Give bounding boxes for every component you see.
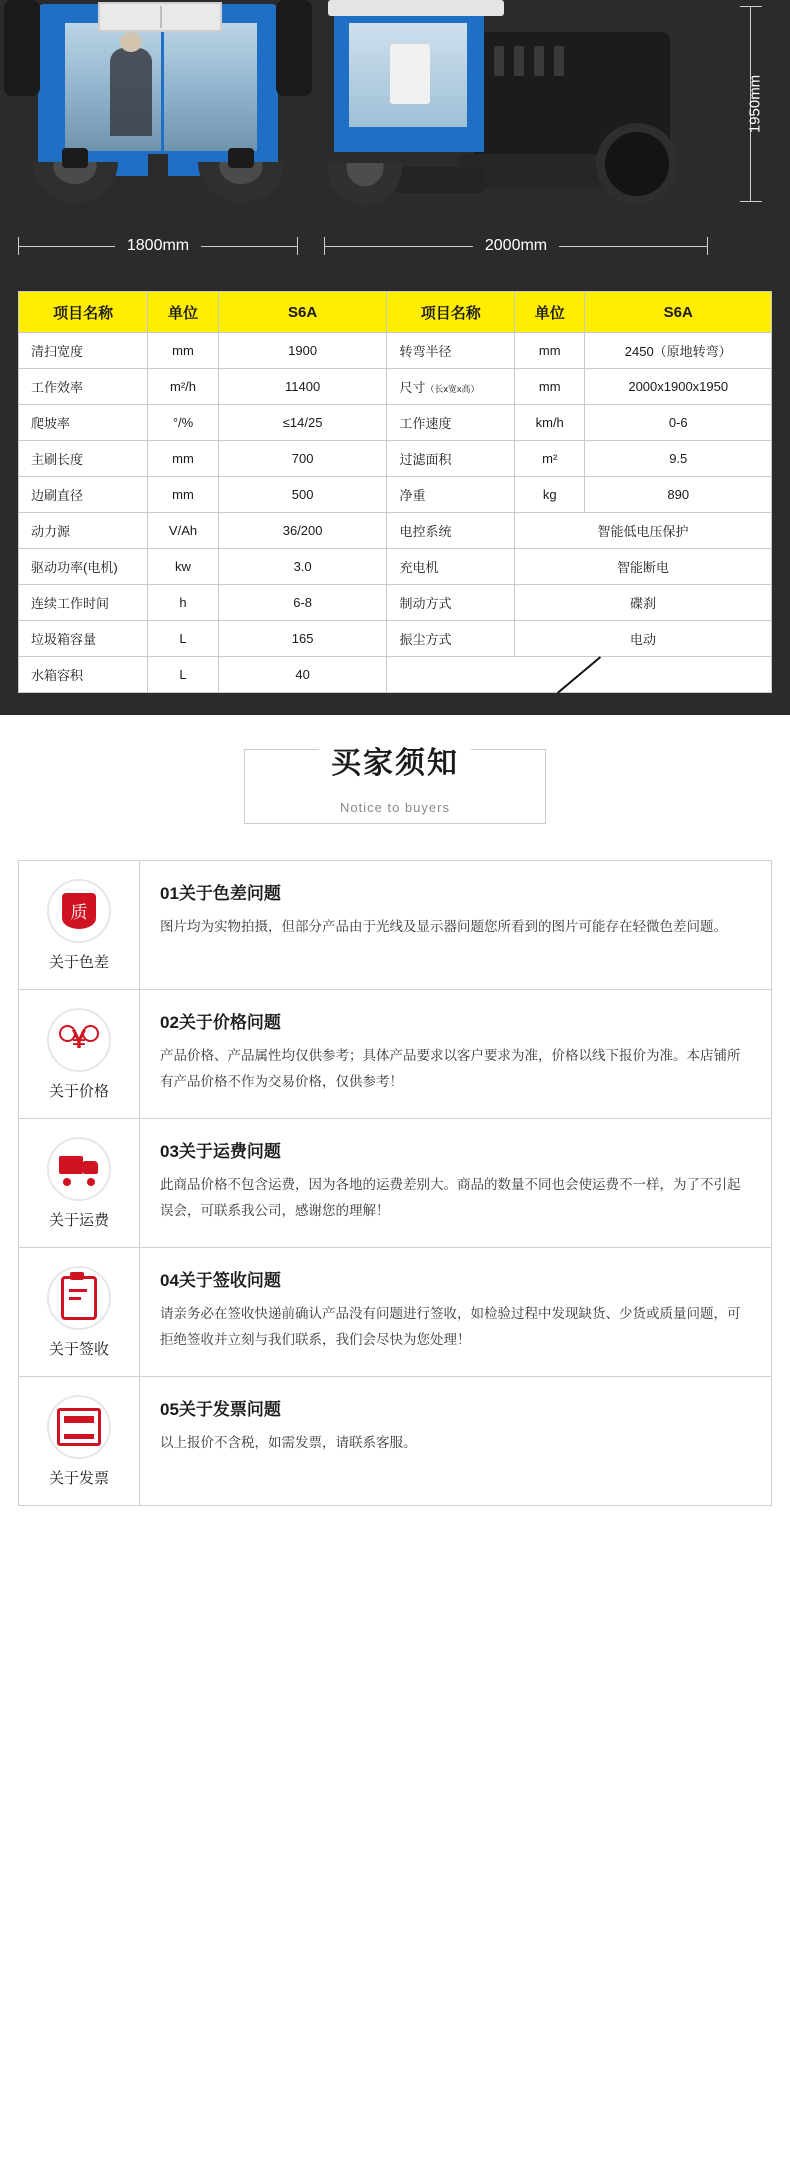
machine-side-illustration — [334, 4, 686, 209]
notice-body — [140, 861, 771, 989]
spec-cell: 制动方式 — [387, 585, 514, 621]
front-width-dimension — [8, 229, 308, 263]
notice-icon-cell — [19, 990, 140, 1118]
spec-cell: 165 — [218, 621, 387, 657]
spec-cell: mm — [514, 333, 585, 369]
spec-cell: 3.0 — [218, 549, 387, 585]
spec-header-unit-right: 单位 — [514, 292, 585, 333]
spec-cell: mm — [148, 441, 219, 477]
spec-cell: 2000x1900x1950 — [585, 369, 772, 405]
height-dimension-label: 1950mm — [746, 74, 764, 134]
notice-icon-cell — [19, 1248, 140, 1376]
spec-cell: mm — [514, 369, 585, 405]
notice-icon-label: 关于签收 — [48, 1340, 109, 1358]
notice-item-title: 01关于色差问题 — [160, 884, 281, 903]
spec-cell: V/Ah — [148, 513, 219, 549]
money-bag-icon — [47, 1008, 111, 1072]
table-row — [19, 441, 772, 477]
notice-body — [140, 1248, 771, 1376]
notice-icon-label: 关于价格 — [48, 1082, 109, 1100]
notice-item-text: 此商品价格不包含运费，因为各地的运费差别大。商品的数量不同也会使运费不一样，为了不引起误会，可联系我公司，感谢您的理解！ — [160, 1177, 741, 1218]
spec-cell: 振尘方式 — [387, 621, 514, 657]
clipboard-icon — [47, 1266, 111, 1330]
side-length-label: 2000mm — [473, 237, 559, 255]
spec-cell: km/h — [514, 405, 585, 441]
photo-row — [0, 0, 790, 229]
spec-cell: 碟刹 — [514, 585, 771, 621]
spec-cell: 700 — [218, 441, 387, 477]
table-row — [19, 333, 772, 369]
clipboard-glyph — [61, 1276, 97, 1320]
spec-cell: 2450（原地转弯） — [585, 333, 772, 369]
spec-cell: 净重 — [387, 477, 514, 513]
spec-cell: 主刷长度 — [19, 441, 148, 477]
notice-item-text: 产品价格、产品属性均仅供参考；具体产品要求以客户要求为准，价格以线下报价为准。本店铺所有产品价格不作为交易价格，仅供参考！ — [160, 1048, 741, 1089]
spec-cell: 智能低电压保护 — [514, 513, 771, 549]
table-row — [19, 621, 772, 657]
quality-badge-glyph: 质 — [62, 893, 96, 929]
spec-cell: 边刷直径 — [19, 477, 148, 513]
notice-item-title: 03关于运费问题 — [160, 1142, 281, 1161]
table-row — [19, 405, 772, 441]
truck-icon — [47, 1137, 111, 1201]
table-row — [19, 549, 772, 585]
spec-cell: 爬坡率 — [19, 405, 148, 441]
spec-header-value-left: S6A — [218, 292, 387, 333]
side-view-photo — [316, 4, 708, 229]
invoice-glyph — [57, 1408, 101, 1446]
quality-badge-icon — [47, 879, 111, 943]
spec-header-unit-left: 单位 — [148, 292, 219, 333]
spec-cell: mm — [148, 477, 219, 513]
notice-item-text: 图片均为实物拍摄，但部分产品由于光线及显示器问题您所看到的图片可能存在轻微色差问题。 — [160, 919, 727, 934]
spec-cell: 1900 — [218, 333, 387, 369]
spec-cell: 36/200 — [218, 513, 387, 549]
notice-item-title: 05关于发票问题 — [160, 1400, 281, 1419]
notice-item-title: 02关于价格问题 — [160, 1013, 281, 1032]
spec-cell-empty — [387, 657, 772, 693]
spec-cell: 驱动功率(电机) — [19, 549, 148, 585]
spec-cell: 9.5 — [585, 441, 772, 477]
spec-table-header-row — [19, 292, 772, 333]
notice-body — [140, 1377, 771, 1505]
spec-header-name-right: 项目名称 — [387, 292, 514, 333]
spec-cell: 工作速度 — [387, 405, 514, 441]
list-item — [19, 990, 771, 1119]
spec-cell: 11400 — [218, 369, 387, 405]
table-row — [19, 513, 772, 549]
invoice-icon — [47, 1395, 111, 1459]
notice-list — [18, 860, 772, 1506]
notice-item-text: 请亲务必在签收快递前确认产品没有问题进行签收，如检验过程中发现缺货、少货或质量问题，可拒绝签收并立刻与我们联系，我们会尽快为您处理！ — [160, 1306, 741, 1347]
notice-item-text: 以上报价不含税，如需发票，请联系客服。 — [160, 1435, 417, 1450]
list-item — [19, 1248, 771, 1377]
notice-icon-cell — [19, 1377, 140, 1505]
spec-cell: 40 — [218, 657, 387, 693]
spec-cell: ≤14/25 — [218, 405, 387, 441]
spec-cell: 工作效率 — [19, 369, 148, 405]
list-item — [19, 1119, 771, 1248]
spec-cell: 水箱容积 — [19, 657, 148, 693]
machine-front-illustration — [38, 4, 278, 200]
spec-cell: m² — [514, 441, 585, 477]
table-row — [19, 369, 772, 405]
spec-cell: 清扫宽度 — [19, 333, 148, 369]
spec-table-section — [0, 277, 790, 715]
spec-cell: 充电机 — [387, 549, 514, 585]
spec-cell: 过滤面积 — [387, 441, 514, 477]
notice-body — [140, 990, 771, 1118]
spec-cell: 垃圾箱容量 — [19, 621, 148, 657]
spec-cell: °/% — [148, 405, 219, 441]
spec-cell: 0-6 — [585, 405, 772, 441]
spec-cell: 6-8 — [218, 585, 387, 621]
width-dimension-row — [0, 229, 790, 263]
page-title: 买家须知 — [319, 738, 471, 782]
product-photo-section — [0, 0, 790, 277]
spec-cell: kw — [148, 549, 219, 585]
front-width-label: 1800mm — [115, 237, 201, 255]
spec-cell: 动力源 — [19, 513, 148, 549]
notice-header-section — [0, 715, 790, 834]
list-item — [19, 1377, 771, 1506]
spec-cell: L — [148, 621, 219, 657]
table-row — [19, 585, 772, 621]
table-row — [19, 477, 772, 513]
spec-header-name-left: 项目名称 — [19, 292, 148, 333]
spec-cell: 电动 — [514, 621, 771, 657]
front-view-photo — [0, 4, 316, 229]
spec-cell: L — [148, 657, 219, 693]
notice-icon-label: 关于运费 — [48, 1211, 109, 1229]
spec-cell: 转弯半径 — [387, 333, 514, 369]
height-dimension — [728, 6, 772, 202]
notice-icon-label: 关于发票 — [48, 1469, 109, 1487]
spec-table — [18, 291, 772, 693]
table-row — [19, 657, 772, 693]
notice-icon-cell — [19, 861, 140, 989]
spec-cell: 电控系统 — [387, 513, 514, 549]
notice-body — [140, 1119, 771, 1247]
notice-icon-label: 关于色差 — [48, 953, 109, 971]
spec-cell: h — [148, 585, 219, 621]
spec-cell: 智能断电 — [514, 549, 771, 585]
spec-cell: kg — [514, 477, 585, 513]
page-subtitle: Notice to buyers — [340, 800, 450, 815]
money-glyph: ¥ — [60, 1023, 98, 1057]
notice-item-title: 04关于签收问题 — [160, 1271, 281, 1290]
spec-cell: mm — [148, 333, 219, 369]
notice-title-box — [244, 749, 546, 824]
spec-cell: 890 — [585, 477, 772, 513]
notice-icon-cell — [19, 1119, 140, 1247]
spec-cell: 连续工作时间 — [19, 585, 148, 621]
spec-cell: 尺寸（长x宽x高） — [387, 369, 514, 405]
list-item — [19, 861, 771, 990]
spec-cell: 500 — [218, 477, 387, 513]
spec-cell: m²/h — [148, 369, 219, 405]
side-length-dimension — [314, 229, 718, 263]
truck-glyph — [59, 1156, 99, 1182]
spec-header-value-right: S6A — [585, 292, 772, 333]
